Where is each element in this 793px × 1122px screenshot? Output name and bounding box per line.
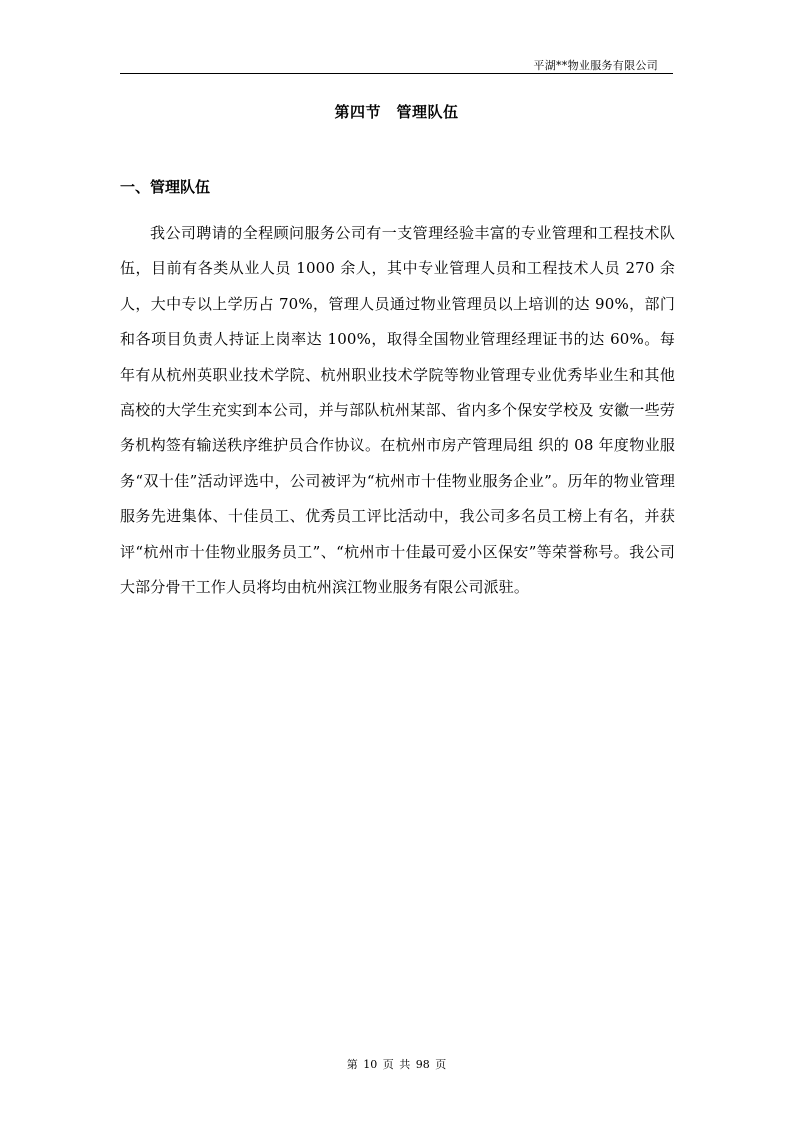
section-title: 第四节 管理队伍	[334, 103, 459, 121]
header-divider	[120, 73, 673, 74]
subsection-heading: 一、管理队伍	[120, 178, 211, 196]
page-number-footer: 第 10 页 共 98 页	[346, 1058, 447, 1071]
header-company-name: 平湖**物业服务有限公司	[533, 59, 658, 72]
body-paragraph: 我公司聘请的全程顾问服务公司有一支管理经验丰富的专业管理和工程技术队伍，目前有各类从业人员 1000 余人，其中专业管理人员和工程技术人员 270 余人，大中专以上学历占 70%，管理人员通过物业管理员以上培训的达 90%，部门和各项目负责人持证上岗率达 100%，取得全国物业管理经理证书的达 60%。每年有从杭州英职业技术学院、杭州职业技术学院等物业管理专业优秀毕业生和其他高校的大学生充实到本公司，并与部队杭州某部、省内多个保安学校及 安徽一些劳务机构签有输送秩序维护员合作协议。在杭州市房产管理局组 织的 08 年度物业服务“双十佳”活动评选中，公司被评为“杭州市十佳物业服务企业”。历年的物业管理服务先进集体、十佳员工、优秀员工评比活动中，我公司多名员工榜上有名，并获评“杭州市十佳物业服务员工”、“杭州市十佳最可爱小区保安”等荣誉称号。我公司大部分骨干工作人员将均由杭州滨江物业服务有限公司派驻。	[120, 224, 675, 597]
